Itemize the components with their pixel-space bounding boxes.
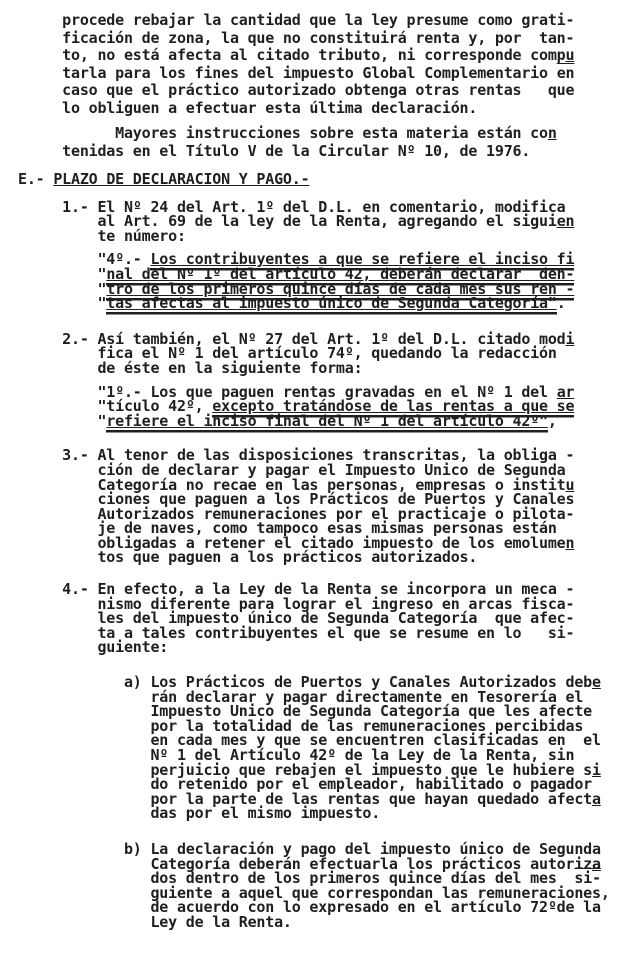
text-line (18, 640, 630, 655)
section-heading-plazo (18, 172, 630, 187)
underlined-text: a (592, 854, 601, 873)
text: " (18, 411, 107, 430)
text: Mayores instrucciones sobre esta materia están co (18, 124, 548, 142)
text-line (18, 226, 630, 245)
text: tenidas en el Título V de la Circular Nº 10, de 1976. (18, 141, 531, 160)
underlined-text: en (556, 212, 575, 231)
text: fica el Nº 1 del artículo 74º, quedando la redacción (18, 344, 557, 363)
text: les del impuesto único de Segunda Categoría que afec- (18, 609, 575, 628)
text-line (18, 806, 630, 821)
text: je de naves, como tampoco esas mismas personas están (18, 519, 557, 538)
text: tarla para los fines del impuesto Global Complementario (18, 63, 557, 82)
item-4-letter-b (18, 839, 630, 931)
text: Categoría no recae en las personas, empresas o instit (18, 475, 566, 494)
text: b) La declaración y pago del impuesto único de Segunda (18, 839, 601, 858)
text-line (18, 65, 630, 83)
text-line (18, 172, 630, 187)
text: ción de declarar y pagar el Impuesto Unico de Segunda (18, 460, 566, 479)
text: 4.- En efecto, a la Ley de la Renta se incorpora un meca - (18, 580, 575, 599)
text-line (18, 912, 630, 931)
text: por la parte de las rentas que hayan quedado afect (18, 789, 592, 808)
text: a) Los Prácticos de Puertos y Canales Autorizados deb (18, 673, 592, 692)
text: 2.- Así también, el Nº 27 del Art. 1º del D.L. citado mod (18, 329, 566, 348)
item-4-letter-a (18, 675, 630, 821)
text: Categoría deberán efectuarla los prácticos autoriz (18, 854, 592, 873)
underlined-text: refiere el inciso final del Nº 1 del artículo 42º" (106, 411, 548, 430)
text: al Art. 69 de la ley de la Renta, agregando el sigui (18, 212, 557, 231)
underlined-text: tro de los primeros quince días de cada mes sus ren - (106, 279, 575, 298)
text-line (18, 12, 630, 30)
underlined-text: nal del Nº 1º del artículo 42, deberán declarar den- (106, 264, 575, 283)
underlined-text: i (565, 329, 575, 348)
text: , (547, 411, 557, 430)
item-2-intro (18, 329, 630, 377)
text: " (18, 279, 107, 298)
item-4-intro (18, 582, 630, 655)
document (18, 12, 630, 930)
text: "4º.- (18, 250, 151, 269)
underlined-text: n (565, 533, 575, 552)
text: "tículo 42º, (18, 397, 213, 416)
text: ficación de zona, la que no constituirá renta y, por tan- (18, 28, 575, 47)
underlined-text: ar (556, 382, 575, 401)
underlined-text: a (592, 789, 601, 808)
text: 1.- El Nº 24 del Art. 1º del D.L. en comentario, modifica (18, 197, 566, 216)
text-line (18, 358, 630, 377)
text: ciones que paguen a los Prácticos de Puertos y Canales (18, 490, 575, 509)
text: to, no está afecta al citado tributo, ni corresponde comp (18, 46, 566, 64)
item-1-quote (18, 250, 630, 313)
text-line (18, 100, 630, 118)
underlined-text: tas afectas al impuesto único de Segunda Categoría" (106, 294, 557, 313)
text: caso que el práctico autorizado obtenga otras rentas que (18, 81, 575, 99)
text-line (18, 143, 630, 161)
text-line (18, 411, 630, 430)
text-line (18, 125, 630, 143)
text: de éste en la siguiente forma: (18, 358, 363, 377)
underlined-text: u (565, 475, 575, 494)
underlined-text: e (592, 673, 601, 692)
text: nismo diferente para lograr el ingreso en arcas fisca- (18, 594, 575, 613)
item-1-intro (18, 197, 630, 245)
text: procede rebajar la cantidad que la ley presume como grati- (18, 11, 575, 29)
underlined-text: $\overline{en}$ (556, 63, 575, 82)
text: "1º.- Los que paguen rentas gravadas en el Nº 1 del (18, 382, 557, 401)
text: rán declarar y pagar directamente en Tesorería el (18, 687, 584, 706)
text: " (18, 294, 107, 313)
text: ta a tales contribuyentes el que se resume en lo si- (18, 623, 575, 642)
underlined-text: excepto tratándose de las rentas a que se (212, 397, 575, 416)
text: Ley de la Renta. (18, 912, 292, 931)
text: tos que paguen a los prácticos autorizados. (18, 548, 478, 567)
underlined-text: u (565, 46, 575, 64)
text: dos dentro de los primeros quince días del mes (18, 869, 575, 888)
underlined-text: Los contribuyentes a que se refiere el inciso fi (150, 250, 575, 269)
text: guiente a aquel que correspondan las remuneraciones, (18, 883, 610, 902)
text: guiente: (18, 638, 169, 657)
text: en cada mes y que se encuentren clasificadas en el (18, 731, 601, 750)
mayores-paragraph (18, 125, 630, 160)
underlined-text: si- (574, 869, 601, 888)
underlined-text: n (547, 124, 557, 142)
text: perjuicio que rebajen el impuesto que le hubiere s (18, 760, 592, 779)
text-line (18, 296, 630, 311)
intro-paragraph (18, 12, 630, 117)
text: Nº 1 del Artículo 42º de la Ley de la Renta, sin (18, 746, 575, 764)
text-line (18, 82, 630, 100)
item-3 (18, 448, 630, 565)
item-2-quote (18, 382, 630, 430)
text: Autorizados remuneraciones por el practicaje o pilota- (18, 504, 575, 523)
underlined-text: i (592, 760, 601, 779)
text-line (18, 47, 630, 65)
text-line (18, 550, 630, 565)
text: de acuerdo con lo expresado en el artículo 72ºde la (18, 898, 601, 917)
text: " (18, 264, 107, 283)
text: lo obliguen a efectuar esta última declaración. (18, 98, 478, 117)
text: das por el mismo impuesto. (18, 804, 381, 823)
text: por la totalidad de las remuneraciones percibidas (18, 716, 584, 735)
text: 3.- Al tenor de las disposiciones transcritas, la obliga - (18, 446, 575, 465)
text: te número: (18, 226, 186, 245)
text: . (556, 294, 566, 313)
underlined-text: PLAZO DE DECLARACION Y PAGO.- (53, 170, 310, 188)
text-line (18, 30, 630, 48)
text: obligadas a retener el citado impuesto de los emolume (18, 533, 566, 552)
text: E.- (18, 170, 54, 188)
text: Impuesto Unico de Segunda Categoría que les afecte (18, 702, 592, 721)
text: do retenido por el empleador, habilitado o pagador (18, 775, 592, 794)
